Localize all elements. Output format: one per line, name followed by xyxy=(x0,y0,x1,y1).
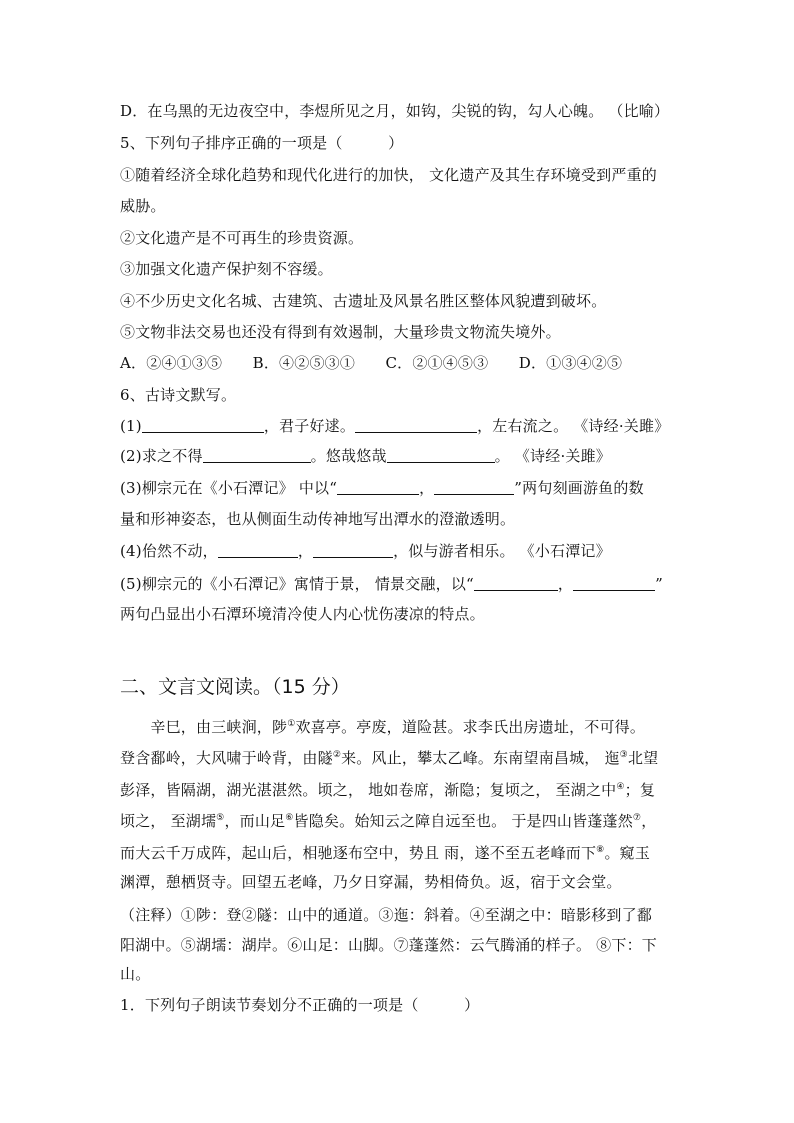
q5-stem: 5、下列句子排序正确的一项是（ ） xyxy=(120,134,404,152)
q4-option-d: D．在乌黑的无边夜空中，李煜所见之月，如钩，尖锐的钩，勾人心魄。 （比喻） xyxy=(120,102,670,120)
answer-blank[interactable] xyxy=(313,543,393,558)
answer-blank[interactable] xyxy=(142,418,264,433)
q6-item-4 xyxy=(120,541,680,561)
q6-1-post: ，左右流之。 《诗经·关雎》 xyxy=(477,417,670,435)
q6-item-3 xyxy=(120,478,680,498)
passage-line-1 xyxy=(120,714,680,737)
passage-text: 彭泽，皆隔湖，湖光湛湛然。顷之， 地如卷席，渐隐；复顷之， 至湖之中 xyxy=(120,781,617,799)
passage-line-6: 渊潭，憩栖贤寺。回望五老峰，乃夕日穿漏，势相倚负。返，宿于文会堂。 xyxy=(120,873,622,891)
answer-blank[interactable] xyxy=(387,448,495,463)
notes-line-1: （注释）①陟：登②隧：山中的通道。③迤：斜着。④至湖之中：暗影移到了鄱 xyxy=(120,906,653,924)
answer-blank[interactable] xyxy=(337,480,419,495)
q6-2-end: 。 《诗经·关雎》 xyxy=(494,447,612,465)
passage-text: 而大云千万成阵，起山后，相驰逐布空中，势且 雨，遂不至五老峰而下 xyxy=(120,844,597,862)
q5-sentence-1: ①随着经济全球化趋势和现代化进行的加快， 文化遗产及其生存环境受到严重的 xyxy=(120,166,657,184)
q6-1-prefix: (1) xyxy=(120,417,142,435)
question-1-stem: 1．下列句子朗读节奏划分不正确的一项是（ ） xyxy=(120,996,480,1014)
footnote-marker: ⑦ xyxy=(632,813,642,823)
q5-options: A．②④①③⑤ B．④②⑤③① C．②①④⑤③ D．①③④②⑤ xyxy=(120,354,623,372)
q6-item-5-cont: 两句凸显出小石潭环境清冷使人内心忧伤凄凉的特点。 xyxy=(120,605,485,623)
q6-4-post: ，似与游者相乐。 《小石潭记》 xyxy=(393,542,611,560)
answer-blank[interactable] xyxy=(355,418,477,433)
q6-1-mid: ，君子好逑。 xyxy=(263,417,356,435)
passage-text: ；复 xyxy=(624,781,656,799)
answer-blank[interactable] xyxy=(434,480,514,495)
q6-item-2 xyxy=(120,446,680,466)
passage-text: 北望 xyxy=(627,749,659,767)
q6-4-prefix: (4)佁然不动， xyxy=(120,542,218,560)
passage-text: ，而山足 xyxy=(224,812,286,830)
q6-5-comma: ， xyxy=(557,575,574,593)
answer-blank[interactable] xyxy=(203,448,311,463)
passage-text: 。窥玉 xyxy=(604,844,651,862)
q6-3-post: ”两句刻画游鱼的数 xyxy=(514,479,644,497)
q6-item-1 xyxy=(120,416,680,436)
q6-5-prefix: (5)柳宗元的《小石潭记》寓情于景， 情景交融，以“ xyxy=(120,575,474,593)
passage-text: ， xyxy=(641,812,657,830)
q6-item-3-cont: 量和形神姿态，也从侧面生动传神地写出潭水的澄澈透明。 xyxy=(120,510,516,528)
section-2-title: 二、文言文阅读。（15 分） xyxy=(120,676,350,698)
footnote-marker: ② xyxy=(332,750,342,760)
q6-4-comma: ， xyxy=(297,542,314,560)
footnote-marker: ④ xyxy=(616,782,625,792)
passage-line-3 xyxy=(120,777,680,800)
q5-sentence-2: ②文化遗产是不可再生的珍贵资源。 xyxy=(120,229,364,247)
q5-sentence-3: ③加强文化遗产保护刻不容缓。 xyxy=(120,260,333,278)
passage-line-5 xyxy=(120,840,680,863)
q6-3-prefix: (3)柳宗元在《小石潭记》 中以“ xyxy=(120,479,338,497)
answer-blank[interactable] xyxy=(474,576,558,591)
passage-line-2 xyxy=(120,745,680,768)
footnote-marker: ⑤ xyxy=(216,813,225,823)
passage-text: 登含鄱岭，大风啸于岭背，由隧 xyxy=(120,749,333,767)
footnote-marker: ⑧ xyxy=(596,845,605,855)
q6-item-5 xyxy=(120,574,680,594)
footnote-marker: ⑥ xyxy=(285,813,294,823)
q6-2-prefix: (2)求之不得 xyxy=(120,447,203,465)
answer-blank[interactable] xyxy=(218,543,298,558)
passage-text: 皆隐矣。始知云之障自远至也。 于是四山皆蓬蓬然 xyxy=(293,812,633,830)
q6-5-post: ” xyxy=(655,575,663,593)
q5-sentence-1-cont: 威胁。 xyxy=(120,197,166,215)
passage-text: 来。风止，攀太乙峰。东南望南昌城， 迤 xyxy=(341,749,620,767)
q6-2-mid: 。悠哉悠哉 xyxy=(310,447,387,465)
footnote-marker: ③ xyxy=(619,750,628,760)
notes-line-2: 阳湖中。⑤湖壖：湖岸。⑥山足：山脚。⑦蓬蓬然：云气腾涌的样子。 ⑧下：下 xyxy=(120,936,657,954)
passage-text: 顷之， 至湖壖 xyxy=(120,812,217,830)
q6-3-comma: ， xyxy=(419,479,435,497)
notes-line-3: 山。 xyxy=(120,965,151,983)
passage-line-4 xyxy=(120,808,680,831)
passage-text: 辛巳，由三峡涧，陟 xyxy=(120,718,288,736)
q5-sentence-4: ④不少历史文化名城、古建筑、古遗址及风景名胜区整体风貌遭到破坏。 xyxy=(120,292,607,310)
q5-sentence-5: ⑤文物非法交易也还没有得到有效遏制，大量珍贵文物流失境外。 xyxy=(120,323,561,341)
footnote-marker: ① xyxy=(287,719,296,729)
answer-blank[interactable] xyxy=(573,576,655,591)
q6-stem: 6、古诗文默写。 xyxy=(120,386,237,404)
passage-text: 欢喜亭。亭废，道险甚。求李氏出房遗址，不可得。 xyxy=(295,718,646,736)
